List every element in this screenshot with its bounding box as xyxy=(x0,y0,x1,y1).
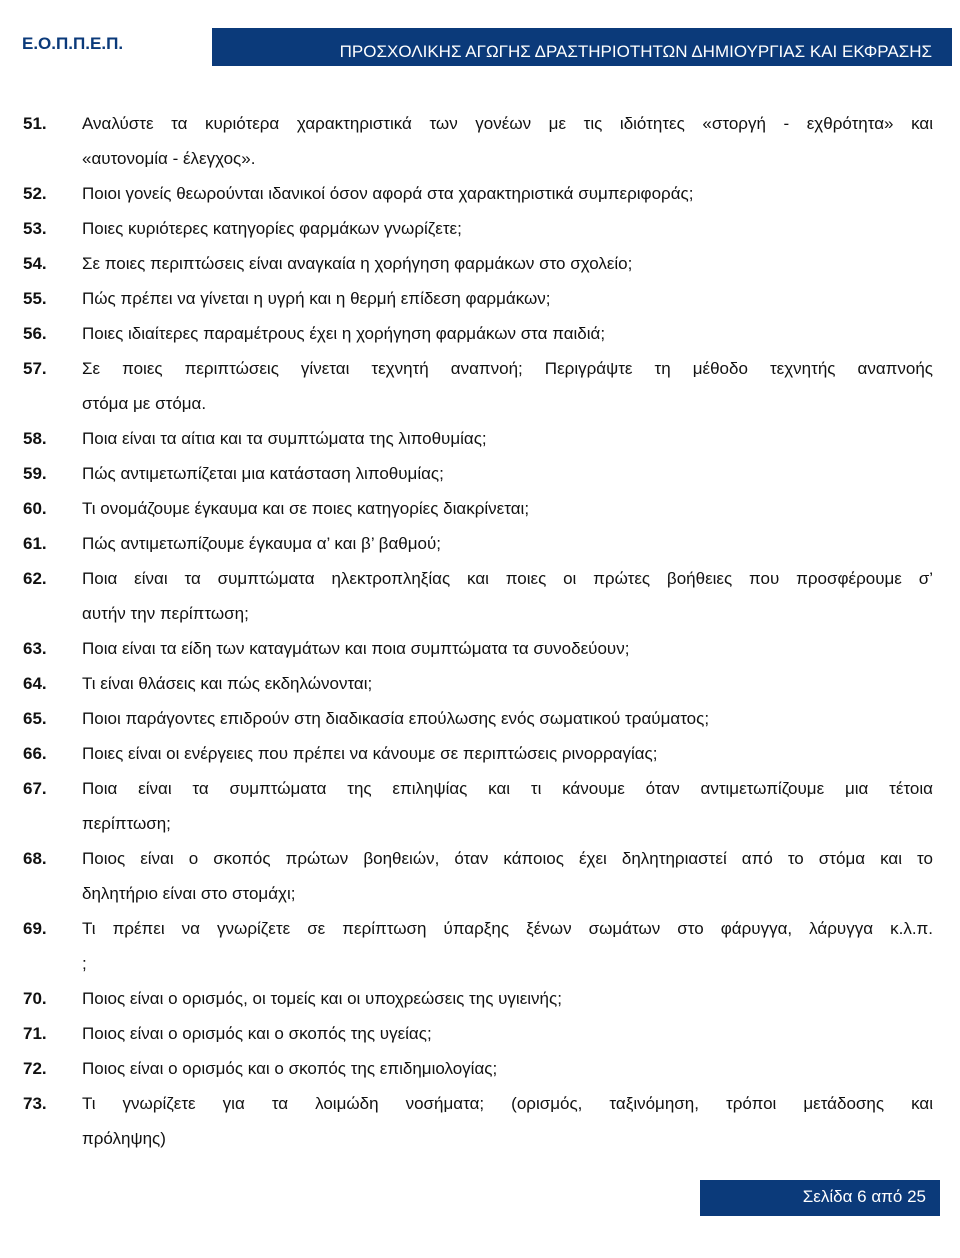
question-item xyxy=(23,1016,933,1051)
question-item xyxy=(23,771,933,841)
question-item xyxy=(23,421,933,456)
question-text-line: Πώς πρέπει να γίνεται η υγρή και η θερμή επίδεση φαρμάκων; xyxy=(82,289,551,308)
question-text-line: δηλητήριο είναι στο στομάχι; xyxy=(82,884,296,903)
question-item xyxy=(23,1051,933,1086)
question-item xyxy=(23,631,933,666)
question-text xyxy=(82,456,933,491)
question-number: 52. xyxy=(23,184,47,203)
question-text-line: Τι είναι θλάσεις και πώς εκδηλώνονται; xyxy=(82,674,373,693)
question-item xyxy=(23,1086,933,1156)
question-text-line: Σε ποιες περιπτώσεις είναι αναγκαία η χορήγηση φαρμάκων στο σχολείο; xyxy=(82,254,633,273)
question-text xyxy=(82,211,933,246)
question-number: 67. xyxy=(23,779,47,798)
question-text-line: Ποια είναι τα είδη των καταγμάτων και ποια συμπτώματα τα συνοδεύουν; xyxy=(82,639,630,658)
question-number: 56. xyxy=(23,324,47,343)
question-number: 68. xyxy=(23,849,47,868)
question-number: 59. xyxy=(23,464,47,483)
question-number: 58. xyxy=(23,429,47,448)
question-text-line: Ποιες κυριότερες κατηγορίες φαρμάκων γνωρίζετε; xyxy=(82,219,462,238)
question-item xyxy=(23,106,933,176)
question-number: 70. xyxy=(23,989,47,1008)
question-text xyxy=(82,736,933,771)
question-text xyxy=(82,631,933,666)
question-text xyxy=(82,351,933,421)
question-number: 71. xyxy=(23,1024,47,1043)
question-item xyxy=(23,561,933,631)
question-text-line: Ποιες ιδιαίτερες παραμέτρους έχει η χορήγηση φαρμάκων στα παιδιά; xyxy=(82,324,606,343)
question-text xyxy=(82,911,933,981)
question-text-line: Τι πρέπει να γνωρίζετε σε περίπτωση ύπαρξης ξένων σωμάτων στο φάρυγγα, λάρυγγα κ.λ.π. xyxy=(82,919,933,938)
question-text xyxy=(82,316,933,351)
question-text-line: Ποιος είναι ο ορισμός, οι τομείς και οι υποχρεώσεις της υγιεινής; xyxy=(82,989,562,1008)
question-text-line: περίπτωση; xyxy=(82,814,171,833)
header-title: ΠΡΟΣΧΟΛΙΚΗΣ ΑΓΩΓΗΣ ΔΡΑΣΤΗΡΙΟΤΗΤΩΝ ΔΗΜΙΟΥΡΓΙΑΣ ΚΑΙ ΕΚΦΡΑΣΗΣ xyxy=(212,28,952,66)
question-text-line: ; xyxy=(82,954,87,973)
question-number: 63. xyxy=(23,639,47,658)
question-text-line: Ποιοι γονείς θεωρούνται ιδανικοί όσον αφορά στα χαρακτηριστικά συμπεριφοράς; xyxy=(82,184,694,203)
question-text xyxy=(82,491,933,526)
page-number: Σελίδα 6 από 25 xyxy=(700,1180,940,1216)
question-number: 62. xyxy=(23,569,47,588)
question-text xyxy=(82,981,933,1016)
question-text xyxy=(82,281,933,316)
question-item xyxy=(23,526,933,561)
question-number: 72. xyxy=(23,1059,47,1078)
question-number: 65. xyxy=(23,709,47,728)
question-text xyxy=(82,246,933,281)
question-item xyxy=(23,316,933,351)
question-text-line: Ποια είναι τα συμπτώματα της επιληψίας και τι κάνουμε όταν αντιμετωπίζουμε μια τέτοια xyxy=(82,779,933,798)
question-text-line: πρόληψης) xyxy=(82,1129,166,1148)
question-item xyxy=(23,666,933,701)
question-number: 73. xyxy=(23,1094,47,1113)
question-text-line: Τι ονομάζουμε έγκαυμα και σε ποιες κατηγορίες διακρίνεται; xyxy=(82,499,530,518)
question-item xyxy=(23,351,933,421)
question-text xyxy=(82,421,933,456)
question-item xyxy=(23,176,933,211)
question-text-line: Πώς αντιμετωπίζεται μια κατάσταση λιποθυμίας; xyxy=(82,464,444,483)
question-item xyxy=(23,281,933,316)
question-number: 57. xyxy=(23,359,47,378)
question-text xyxy=(82,1051,933,1086)
question-text-line: «αυτονομία - έλεγχος». xyxy=(82,149,256,168)
question-item xyxy=(23,911,933,981)
question-number: 60. xyxy=(23,499,47,518)
question-text xyxy=(82,666,933,701)
question-item xyxy=(23,736,933,771)
question-text xyxy=(82,1086,933,1156)
question-item xyxy=(23,246,933,281)
question-text xyxy=(82,106,933,176)
question-text-line: Ποιες είναι οι ενέργειες που πρέπει να κάνουμε σε περιπτώσεις ρινορραγίας; xyxy=(82,744,658,763)
question-number: 66. xyxy=(23,744,47,763)
question-list xyxy=(23,106,933,1156)
question-text-line: Ποια είναι τα αίτια και τα συμπτώματα της λιποθυμίας; xyxy=(82,429,487,448)
question-item xyxy=(23,491,933,526)
question-text xyxy=(82,561,933,631)
question-number: 69. xyxy=(23,919,47,938)
question-item xyxy=(23,701,933,736)
question-text xyxy=(82,526,933,561)
page-header xyxy=(20,28,952,66)
question-number: 64. xyxy=(23,674,47,693)
question-text-line: αυτήν την περίπτωση; xyxy=(82,604,249,623)
question-text-line: Ποια είναι τα συμπτώματα ηλεκτροπληξίας και ποιες οι πρώτες βοήθειες που προσφέρουμε σ’ xyxy=(82,569,933,588)
question-item xyxy=(23,841,933,911)
question-number: 61. xyxy=(23,534,47,553)
question-text xyxy=(82,1016,933,1051)
question-text xyxy=(82,701,933,736)
question-text xyxy=(82,841,933,911)
question-item xyxy=(23,211,933,246)
question-item xyxy=(23,456,933,491)
header-org-label: Ε.Ο.Π.Π.Ε.Π. xyxy=(20,28,212,66)
question-text-line: Σε ποιες περιπτώσεις γίνεται τεχνητή αναπνοή; Περιγράψτε τη μέθοδο τεχνητής αναπνοής xyxy=(82,359,933,378)
question-number: 51. xyxy=(23,114,47,133)
question-number: 55. xyxy=(23,289,47,308)
question-text-line: στόμα με στόμα. xyxy=(82,394,207,413)
question-text-line: Πώς αντιμετωπίζουμε έγκαυμα α’ και β’ βαθμού; xyxy=(82,534,442,553)
question-text-line: Ποιοι παράγοντες επιδρούν στη διαδικασία επούλωσης ενός σωματικού τραύματος; xyxy=(82,709,710,728)
question-text-line: Ποιος είναι ο ορισμός και ο σκοπός της επιδημιολογίας; xyxy=(82,1059,498,1078)
question-text xyxy=(82,176,933,211)
question-number: 53. xyxy=(23,219,47,238)
question-text-line: Ποιος είναι ο ορισμός και ο σκοπός της υγείας; xyxy=(82,1024,432,1043)
question-number: 54. xyxy=(23,254,47,273)
question-text-line: Αναλύστε τα κυριότερα χαρακτηριστικά των γονέων με τις ιδιότητες «στοργή - εχθρότητα» και xyxy=(82,114,933,133)
question-text xyxy=(82,771,933,841)
question-text-line: Τι γνωρίζετε για τα λοιμώδη νοσήματα; (ορισμός, ταξινόμηση, τρόποι μετάδοσης και xyxy=(82,1094,933,1113)
question-text-line: Ποιος είναι ο σκοπός πρώτων βοηθειών, όταν κάποιος έχει δηλητηριαστεί από το στόμα και το xyxy=(82,849,933,868)
question-item xyxy=(23,981,933,1016)
